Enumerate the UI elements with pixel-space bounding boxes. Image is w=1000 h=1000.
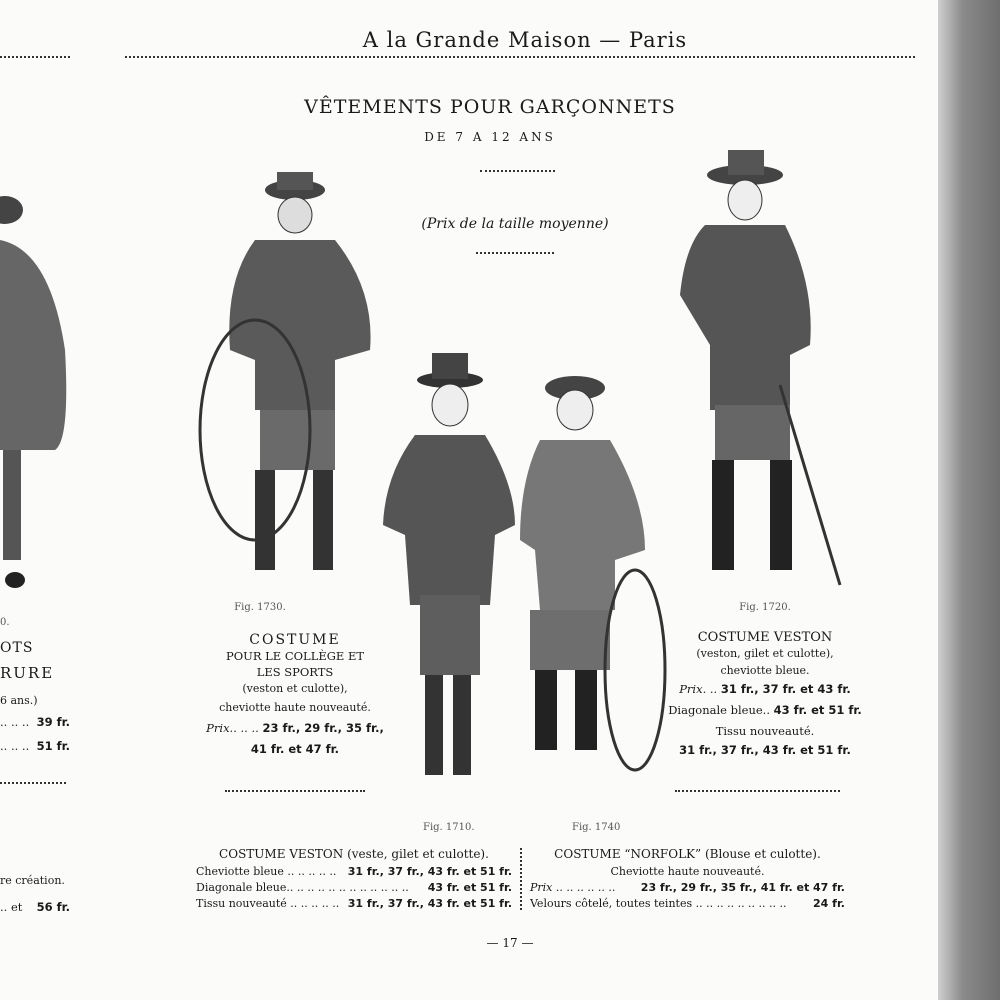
boy-fig-1730-illustration [195,170,385,590]
price: 39 fr. [36,715,70,729]
left-title-line1: OTS [0,640,34,656]
table-row [196,896,512,912]
fig-caption-1740: Fig. 1740 [572,822,621,833]
section-title: VÊTEMENTS POUR GARÇONNETS [304,96,676,118]
row-prices: 23 fr., 29 fr., 35 fr., 41 fr. et 47 fr. [640,881,845,894]
fig1730-subtitle: POUR LE COLLÈGE ET [225,649,365,663]
prices: 41 fr. et 47 fr. [250,742,340,756]
fig-caption-1730: Fig. 1730. [234,602,286,613]
page-number: — 17 — [486,936,534,950]
left-title-line2: RURE [0,664,55,682]
row-label: Diagonale bleue.. .. .. .. .. .. .. .. .. .. .. .. [196,881,409,894]
fig-caption: 0. [0,617,10,628]
boy-fig-1740-illustration [515,370,675,790]
header-rule [125,56,915,58]
section-subtitle: DE 7 A 12 ANS [424,130,556,144]
fabric-label: Tissu nouveauté. [715,724,815,738]
fig1720-desc: cheviotte bleue. [720,664,810,677]
row-label: Velours côtelé, toutes teintes .. .. .. .. .. .. .. .. .. [530,897,787,910]
divider [675,790,840,792]
page-gutter-shadow [938,0,1000,1000]
boy-fig-1720-illustration [670,145,850,595]
row-label: Cheviotte bleue .. .. .. .. .. [196,865,337,878]
column-divider [520,848,522,910]
divider [225,790,365,792]
left-lower-text: re création. [0,874,65,887]
divider [476,252,554,254]
fig1730-desc: (veston et culotte), [242,682,348,695]
header-title: A la Grande Maison — Paris [362,28,688,52]
table-row [196,880,512,896]
fur-coat-figure-illustration [0,180,80,600]
fig1710-price-table [196,846,512,912]
fig1720-description [660,630,870,758]
row-prices: 24 fr. [813,897,845,910]
row-label: Prix .. .. .. .. .. .. [530,881,616,894]
fig1730-subtitle: LES SPORTS [256,665,334,679]
left-price-row [0,712,70,733]
prices: 43 fr. et 51 fr. [773,703,862,717]
fig1740-desc: Cheviotte haute nouveauté. [610,865,765,878]
table-row [530,880,845,896]
fabric-label: Diagonale bleue.. [668,703,770,717]
divider [0,782,66,784]
prix-label: Prix.. .. .. [206,721,259,735]
fig-caption-1720: Fig. 1720. [739,602,791,613]
prices: 31 fr., 37 fr., 43 fr. et 51 fr. [679,743,851,757]
fig1740-price-table [530,846,845,912]
row-prices: 31 fr., 37 fr., 43 fr. et 51 fr. [347,865,512,878]
left-age: 6 ans.) [0,694,38,707]
left-lower-price [0,897,70,918]
fig1740-title: COSTUME “NORFOLK” (Blouse et culotte). [554,847,821,861]
fig1720-title: COSTUME VESTON [697,630,833,645]
price: 56 fr. [36,900,70,914]
price: 51 fr. [36,739,70,753]
dots: .. et [0,900,23,914]
fig-caption-1710: Fig. 1710. [423,822,475,833]
price-note: (Prix de la taille moyenne) [421,216,609,232]
fig1730-title: COSTUME [249,632,341,648]
divider [480,170,555,172]
fig1730-desc: cheviotte haute nouveauté. [219,701,371,714]
prices: 23 fr., 29 fr., 35 fr., [262,721,384,735]
prices: 31 fr., 37 fr. et 43 fr. [720,682,851,696]
row-prices: 31 fr., 37 fr., 43 fr. et 51 fr. [347,897,512,910]
fig1730-description [185,632,405,760]
divider [0,56,70,58]
dots: .. .. .. [0,715,30,729]
table-row [196,864,512,880]
dots: .. .. .. [0,739,30,753]
fig1720-desc: (veston, gilet et culotte), [696,647,834,660]
row-label: Tissu nouveauté .. .. .. .. .. [196,897,340,910]
left-price-row [0,736,70,757]
row-prices: 43 fr. et 51 fr. [427,881,512,894]
table-row [530,896,845,912]
prix-label: Prix. .. [679,682,718,696]
fig1710-title: COSTUME VESTON (veste, gilet et culotte). [219,847,489,861]
